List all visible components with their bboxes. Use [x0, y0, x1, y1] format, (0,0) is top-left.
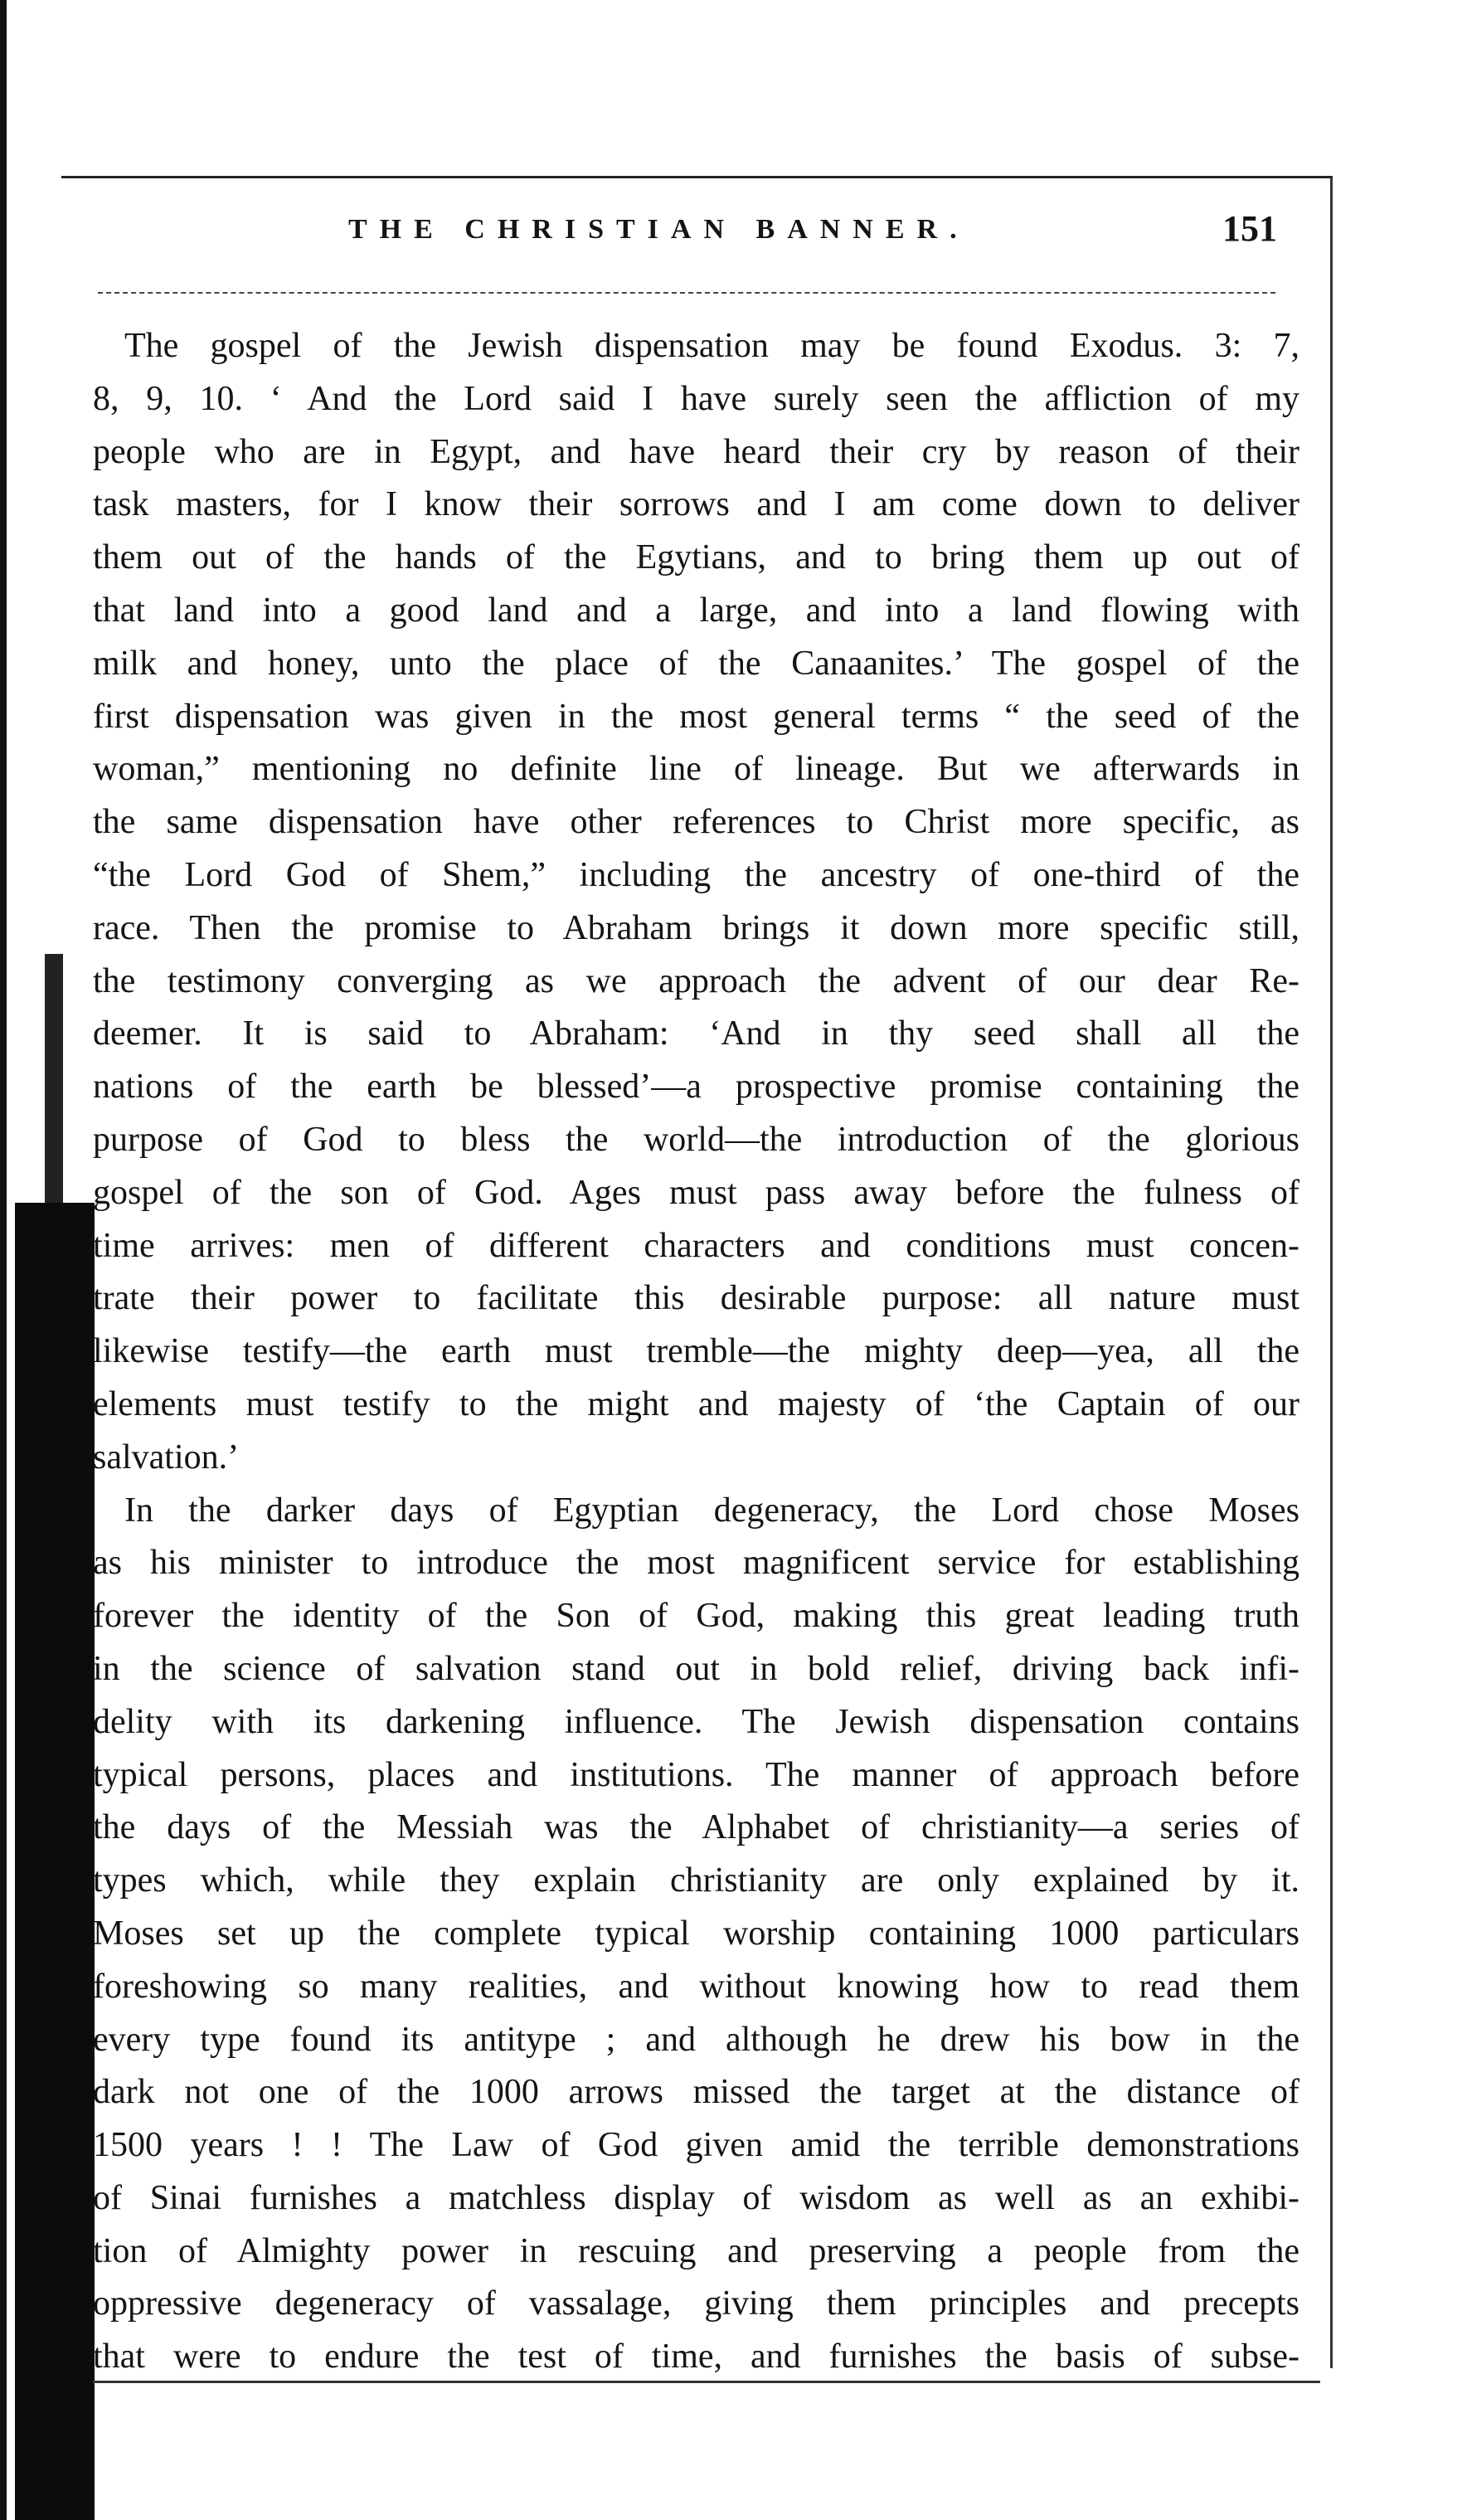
binding-edge: [0, 0, 7, 2520]
text-line: in the science of salvation stand out in bold relief, driving back infi-: [93, 1649, 1299, 1688]
page-header: [108, 207, 1302, 265]
text-line: race. Then the promise to Abraham brings it down more specific still,: [93, 908, 1299, 947]
footer-rule: [93, 2381, 1320, 2383]
text-line: dark not one of the 1000 arrows missed the target at the distance of: [93, 2073, 1299, 2112]
text-line: 1500 years ! ! The Law of God given amid the terrible demonstrations: [93, 2126, 1299, 2165]
text-line: foreshowing so many realities, and without knowing how to read them: [93, 1967, 1299, 2006]
body-text: [93, 320, 1299, 2384]
text-line: woman,” mentioning no definite line of lineage. But we afterwards in: [93, 750, 1299, 789]
text-line: The gospel of the Jewish dispensation may be found Exodus. 3: 7,: [124, 327, 1299, 365]
text-line: Moses set up the complete typical worship containing 1000 particulars: [93, 1914, 1299, 1953]
text-line: milk and honey, unto the place of the Canaanites.’ The gospel of the: [93, 644, 1299, 683]
text-line: tion of Almighty power in rescuing and preserving a people from the: [93, 2231, 1299, 2270]
text-line: likewise testify—the earth must tremble—the mighty deep—yea, all the: [93, 1332, 1299, 1371]
text-line: forever the identity of the Son of God, making this great leading truth: [93, 1597, 1299, 1636]
text-line: the testimony converging as we approach the advent of our dear Re-: [93, 961, 1299, 1000]
text-line: people who are in Egypt, and have heard their cry by reason of their: [93, 432, 1299, 471]
page-number: 151: [1222, 208, 1277, 249]
text-line: time arrives: men of different characters and conditions must concen-: [93, 1226, 1299, 1265]
text-line: In the darker days of Egyptian degeneracy, the Lord chose Moses: [124, 1491, 1299, 1530]
text-line: task masters, for I know their sorrows and I am come down to deliver: [93, 485, 1299, 524]
text-line: gospel of the son of God. Ages must pass away before the fulness of: [93, 1173, 1299, 1212]
text-line: as his minister to introduce the most magnificent service for establishing: [93, 1544, 1299, 1583]
text-line: every type found its antitype ; and although he drew his bow in the: [93, 2020, 1299, 2059]
text-line: first dispensation was given in the most general terms “ the seed of the: [93, 697, 1299, 736]
text-line: 8, 9, 10. ‘ And the Lord said I have surely seen the affliction of my: [93, 379, 1299, 418]
text-line: oppressive degeneracy of vassalage, giving them principles and precepts: [93, 2284, 1299, 2323]
text-line: delity with its darkening influence. The Jewish dispensation contains: [93, 1702, 1299, 1741]
text-line: “the Lord God of Shem,” including the ancestry of one-third of the: [93, 855, 1299, 894]
text-line: that land into a good land and a large, and into a land flowing with: [93, 591, 1299, 630]
text-line: the days of the Messiah was the Alphabet of christianity—a series of: [93, 1808, 1299, 1847]
text-line: deemer. It is said to Abraham: ‘And in thy seed shall all the: [93, 1014, 1299, 1053]
text-line: purpose of God to bless the world—the introduction of the glorious: [93, 1120, 1299, 1159]
text-line: types which, while they explain christianity are only explained by it.: [93, 1861, 1299, 1900]
text-line: elements must testify to the might and majesty of ‘the Captain of our: [93, 1384, 1299, 1423]
text-line: them out of the hands of the Egytians, and to bring them up out of: [93, 538, 1299, 577]
binding-shadow-upper: [45, 954, 63, 1203]
running-title: THE CHRISTIAN BANNER.: [348, 214, 969, 245]
text-line: trate their power to facilitate this desirable purpose: all nature must: [93, 1279, 1299, 1318]
text-line: the same dispensation have other references to Christ more specific, as: [93, 803, 1299, 842]
text-line: nations of the earth be blessed’—a prospective promise containing the: [93, 1068, 1299, 1107]
text-line: salvation.’: [93, 1438, 240, 1476]
text-line: typical persons, places and institutions. The manner of approach before: [93, 1755, 1299, 1794]
header-rule: [98, 292, 1275, 294]
text-line: of Sinai furnishes a matchless display of wisdom as well as an exhibi-: [93, 2178, 1299, 2217]
text-line: that were to endure the test of time, and furnishes the basis of subse-: [93, 2338, 1299, 2376]
